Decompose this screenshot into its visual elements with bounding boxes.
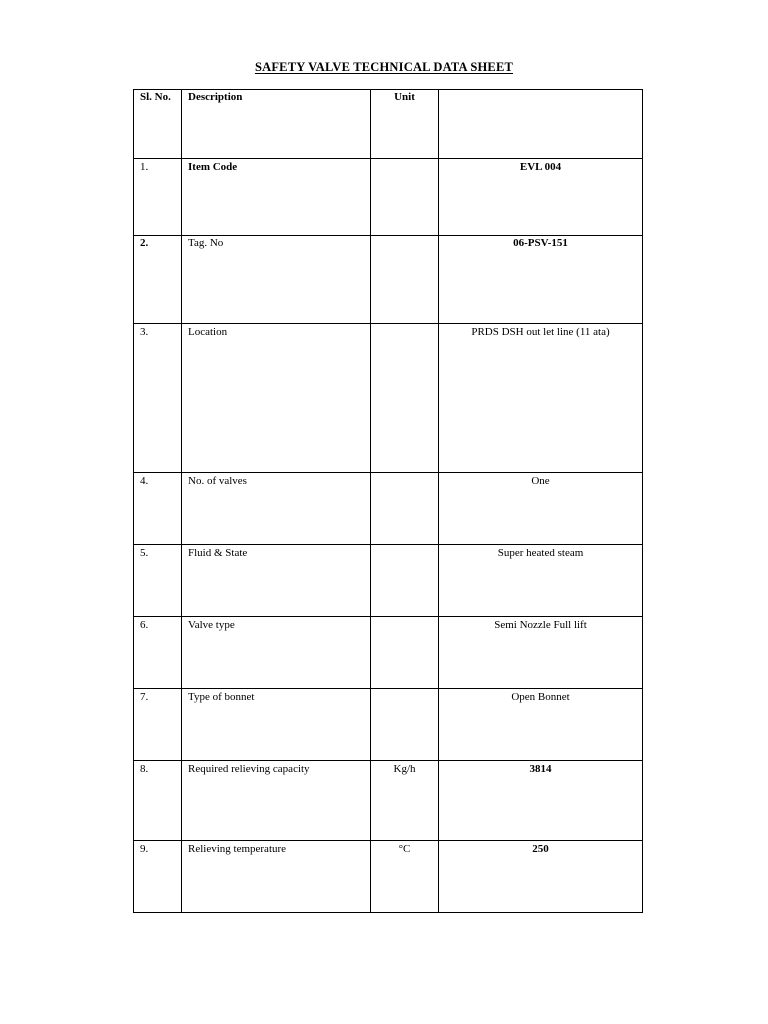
row-sl: 1. [134, 159, 182, 236]
row-description: Location [182, 324, 371, 473]
table-row [134, 689, 643, 761]
row-description: Relieving temperature [182, 841, 371, 913]
row-sl: 5. [134, 545, 182, 617]
row-value: PRDS DSH out let line (11 ata) [439, 324, 643, 473]
document-title-text: SAFETY VALVE TECHNICAL DATA SHEET [254, 60, 514, 74]
table-row [134, 617, 643, 689]
row-sl: 7. [134, 689, 182, 761]
row-value: EVL 004 [439, 159, 643, 236]
row-sl: 8. [134, 761, 182, 841]
row-sl: 6. [134, 617, 182, 689]
row-unit [371, 236, 439, 324]
header-sl-no: Sl. No. [134, 90, 182, 159]
row-description: Type of bonnet [182, 689, 371, 761]
row-description: Required relieving capacity [182, 761, 371, 841]
row-value: 3814 [439, 761, 643, 841]
row-description: Item Code [182, 159, 371, 236]
table-row [134, 159, 643, 236]
table-row [134, 324, 643, 473]
table-row [134, 473, 643, 545]
row-unit [371, 473, 439, 545]
row-unit [371, 617, 439, 689]
document-title [0, 60, 768, 75]
row-unit: Kg/h [371, 761, 439, 841]
row-value: 06-PSV-151 [439, 236, 643, 324]
row-unit: °C [371, 841, 439, 913]
row-sl: 2. [134, 236, 182, 324]
row-description: No. of valves [182, 473, 371, 545]
row-sl: 3. [134, 324, 182, 473]
table-row [134, 841, 643, 913]
table-row [134, 761, 643, 841]
row-value: One [439, 473, 643, 545]
row-unit [371, 159, 439, 236]
row-description: Fluid & State [182, 545, 371, 617]
row-description: Valve type [182, 617, 371, 689]
row-value: Open Bonnet [439, 689, 643, 761]
table-row [134, 545, 643, 617]
data-sheet-table [133, 89, 643, 913]
header-value [439, 90, 643, 159]
row-value: Semi Nozzle Full lift [439, 617, 643, 689]
table-row [134, 236, 643, 324]
row-sl: 4. [134, 473, 182, 545]
header-description: Description [182, 90, 371, 159]
header-row [134, 90, 643, 159]
row-unit [371, 689, 439, 761]
row-sl: 9. [134, 841, 182, 913]
row-unit [371, 545, 439, 617]
row-value: 250 [439, 841, 643, 913]
row-description: Tag. No [182, 236, 371, 324]
header-unit: Unit [371, 90, 439, 159]
row-unit [371, 324, 439, 473]
row-value: Super heated steam [439, 545, 643, 617]
